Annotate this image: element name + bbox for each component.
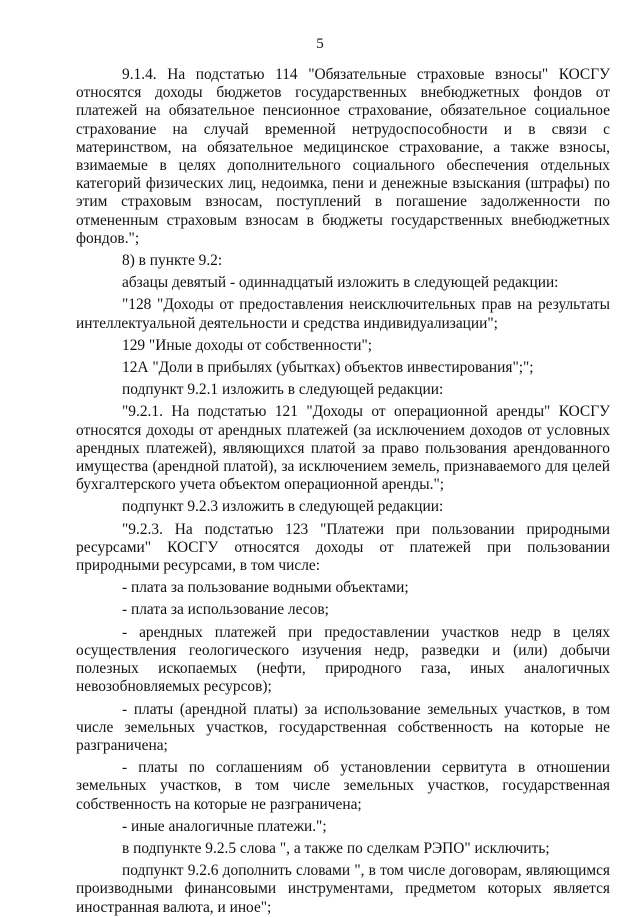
list-item: - арендных платежей при предоставлении участков недр в целях осуществления геологического изучения недр, разведки и (или) добычи полезных ископаемых (нефти, природного газа, иных аналогичных невозобновляемых ресурсов);	[76, 623, 610, 696]
list-item: - иные аналогичные платежи.";	[122, 817, 327, 835]
paragraph-12a: 12А "Доли в прибылях (убытках) объектов инвестирования";";	[122, 359, 534, 377]
document-body	[76, 66, 610, 917]
list-item: - платы (арендной платы) за использование земельных участков, в том числе земельных участков, государственная собственность на которые не разграничена;	[76, 700, 610, 754]
paragraph-9-1-4: 9.1.4. На подстатью 114 "Обязательные страховые взносы" КОСГУ относятся доходы бюджетов государственных внебюджетных фондов от платежей на обязательное пенсионное страхование, обязательное социальное страхование на случай временной нетрудоспособности и в связи с материнством, на обязательное медицинское страхование, а также взносы, взимаемые в целях дополнительного социального обеспечения отдельных категорий физических лиц, недоимка, пени и денежные взыскания (штрафы) по этим страховым взносам, поступлений в погашение задолженности по отмененным страховым взносам в бюджеты государственных внебюджетных фондов.";	[76, 66, 610, 247]
list-item: - плата за пользование водными объектами;	[122, 579, 409, 597]
list-item: - платы по соглашениям об установлении сервитута в отношении земельных участков, в том числе земельных участков, государственная собственность на которые не разграничена;	[76, 759, 610, 813]
list-item: - плата за использование лесов;	[122, 601, 329, 619]
paragraph-9-2-6: подпункт 9.2.6 дополнить словами ", в том числе договорам, являющимся производными финансовыми инструментами, предметом которых является иностранная валюта, и иное";	[76, 862, 610, 916]
paragraph-item-8: 8) в пункте 9.2:	[122, 252, 223, 270]
paragraph-129: 129 "Иные доходы от собственности";	[122, 336, 372, 354]
paragraph-9-2-3: "9.2.3. На подстатью 123 "Платежи при пользовании природными ресурсами" КОСГУ относятся доходы от платежей при пользовании природными ресурсами, в том числе:	[76, 520, 610, 575]
paragraph-9-2-5: в подпункте 9.2.5 слова ", а также по сделкам РЭПО" исключить;	[122, 839, 550, 857]
paragraph-instruction-9-2-3: подпункт 9.2.3 изложить в следующей редакции:	[122, 498, 444, 516]
paragraph-9-2-1: "9.2.1. На подстатью 121 "Доходы от операционной аренды" КОСГУ относятся доходы от арендных платежей (за исключением доходов от условных арендных платежей), являющихся платой за право пользования арендованного имущества (арендной платой), за исключением земель, признаваемого для целей бухгалтерского учета объектом операционной аренды.";	[76, 403, 610, 494]
paragraph-instruction-9-2-1: подпункт 9.2.1 изложить в следующей редакции:	[122, 381, 444, 399]
page-number: 5	[316, 36, 324, 52]
paragraph-instruction: абзацы девятый - одиннадцатый изложить в следующей редакции:	[122, 274, 559, 292]
paragraph-128: "128 "Доходы от предоставления неисключительных прав на результаты интеллектуальной деятельности и средства индивидуализации";	[76, 296, 610, 332]
